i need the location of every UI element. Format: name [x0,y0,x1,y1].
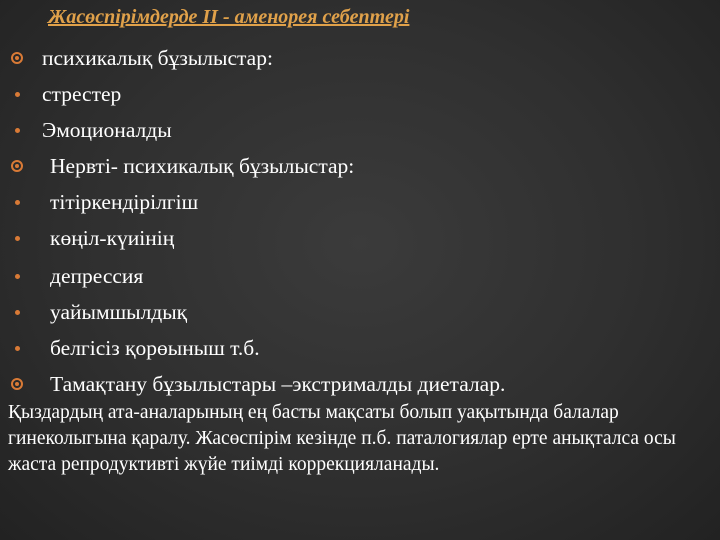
dot-bullet-icon [6,262,28,290]
target-bullet-icon [6,152,28,180]
list-item-text: белгісіз қорөыныш т.б. [50,336,260,360]
list-item-text: Эмоционалды [42,118,172,142]
dot-bullet-icon [6,224,28,252]
target-bullet-icon [6,370,28,398]
list-item-text: тітіркендірілгіш [50,190,199,214]
list-item-text: Тамақтану бұзылыстары –экстрималды диеталар. [50,372,506,396]
summary-paragraph: Қыздардың ата-аналарының ең басты мақсаты болып уақытында балалар гинеколыгына қаралу. Жасөспірім кезінде п.б. паталогиялар ерте анықталса осы жаста репродуктивті жүйе тиімді коррекцияланады. [8,402,676,475]
list-item-text: уайымшылдық [50,300,188,324]
list-item-text: Нервті- психикалық бұзылыстар: [50,154,355,178]
list-item-text: стрестер [42,82,122,106]
dot-bullet-icon [6,334,28,362]
target-bullet-icon [6,44,28,72]
list-item-text: көңіл-күиінің [50,226,175,250]
dot-bullet-icon [6,298,28,326]
slide-title: Жасөспірімдерде ІІ - аменорея себептері [48,6,410,28]
list-item-text: психикалық бұзылыстар: [42,46,273,70]
dot-bullet-icon [6,116,28,144]
dot-bullet-icon [6,188,28,216]
dot-bullet-icon [6,80,28,108]
list-item-text: депрессия [50,264,144,288]
